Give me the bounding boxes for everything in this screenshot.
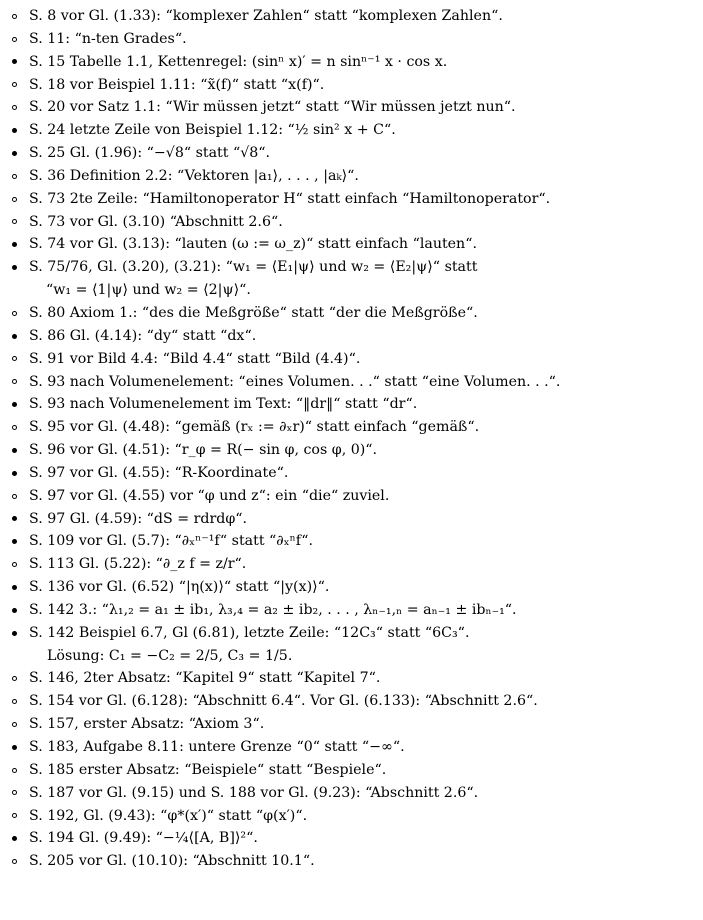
hollow-bullet-icon [12, 37, 17, 42]
errata-entry-31 [0, 736, 703, 759]
hollow-bullet-icon [12, 82, 17, 87]
entry-text: S. 142 3.: “λ₁,₂ = a₁ ± ib₁, λ₃,₄ = a₂ ± ib₂, . . . , λₙ₋₁,ₙ = aₙ₋₁ ± ibₙ₋₁“. [29, 601, 517, 618]
entry-text: S. 95 vor Gl. (4.48): “gemäß (rₓ := ∂ₓr)“ statt einfach “gemäß“. [29, 419, 480, 436]
hollow-bullet-icon [12, 676, 17, 681]
entry-text: S. 15 Tabelle 1.1, Kettenregel: (sinⁿ x)′ = n sinⁿ⁻¹ x · cos x. [29, 53, 448, 70]
errata-entry-4 [0, 74, 703, 97]
hollow-bullet-icon [12, 562, 17, 567]
errata-entry-28 [0, 667, 703, 690]
entry-text: S. 142 Beispiel 6.7, Gl (6.81), letzte Zeile: “12C₃“ statt “6C₃“. [29, 624, 470, 641]
errata-entry-27 [0, 622, 703, 668]
entry-text: S. 146, 2ter Absatz: “Kapitel 9“ statt “Kapitel 7“. [29, 670, 381, 687]
errata-entry-15 [0, 348, 703, 371]
errata-entry-14 [0, 325, 703, 348]
hollow-bullet-icon [12, 813, 17, 818]
entry-text: S. 154 vor Gl. (6.128): “Abschnitt 6.4“. Vor Gl. (6.133): “Abschnitt 2.6“. [29, 693, 538, 710]
errata-entry-9 [0, 188, 703, 211]
entry-text: S. 205 vor Gl. (10.10): “Abschnitt 10.1“. [29, 853, 315, 870]
entry-text: S. 91 vor Bild 4.4: “Bild 4.4“ statt “Bild (4.4)“. [29, 350, 361, 367]
filled-bullet-icon [12, 471, 17, 476]
errata-entry-30 [0, 713, 703, 736]
errata-entry-2 [0, 28, 703, 51]
hollow-bullet-icon [12, 105, 17, 110]
errata-entry-17 [0, 393, 703, 416]
hollow-bullet-icon [12, 699, 17, 704]
errata-entry-26 [0, 599, 703, 622]
filled-bullet-icon [12, 151, 17, 156]
errata-entry-18 [0, 416, 703, 439]
entry-text: S. 36 Definition 2.2: “Vektoren |a₁⟩, . . . , |aₖ⟩“. [29, 167, 359, 184]
filled-bullet-icon [12, 242, 17, 247]
errata-entry-16 [0, 371, 703, 394]
entry-text: S. 86 Gl. (4.14): “dy“ statt “dx“. [29, 327, 257, 344]
entry-text: S. 194 Gl. (9.49): “−¼⟨[A, B]⟩²“. [29, 830, 258, 847]
errata-entry-11 [0, 233, 703, 256]
errata-entry-21 [0, 485, 703, 508]
filled-bullet-icon [12, 608, 17, 613]
errata-entry-12 [0, 256, 703, 302]
errata-entry-29 [0, 690, 703, 713]
hollow-bullet-icon [12, 722, 17, 727]
errata-entry-19 [0, 439, 703, 462]
entry-text: S. 75/76, Gl. (3.20), (3.21): “w₁ = ⟨E₁|ψ⟩ und w₂ = ⟨E₂|ψ⟩“ statt [29, 259, 478, 276]
hollow-bullet-icon [12, 768, 17, 773]
hollow-bullet-icon [12, 219, 17, 224]
errata-entry-1 [0, 5, 703, 28]
entry-text: S. 24 letzte Zeile von Beispiel 1.12: “½ sin² x + C“. [29, 122, 396, 139]
entry-text: S. 18 vor Beispiel 1.11: “x̃(f)“ statt “x(f)“. [29, 76, 325, 93]
entry-text: S. 73 2te Zeile: “Hamiltonoperator H“ statt einfach “Hamiltonoperator“. [29, 190, 551, 207]
hollow-bullet-icon [12, 197, 17, 202]
entry-text-continuation: “w₁ = ⟨1|ψ⟩ und w₂ = ⟨2|ψ⟩“. [46, 282, 251, 299]
entry-text: S. 185 erster Absatz: “Beispiele“ statt “Bespiele“. [29, 761, 387, 778]
entry-text: S. 8 vor Gl. (1.33): “komplexer Zahlen“ statt “komplexen Zahlen“. [29, 8, 503, 24]
entry-text: S. 183, Aufgabe 8.11: untere Grenze “0“ statt “−∞“. [29, 739, 405, 755]
errata-entry-36 [0, 850, 703, 873]
entry-text: S. 73 vor Gl. (3.10) “Abschnitt 2.6“. [29, 213, 283, 230]
errata-entry-35 [0, 827, 703, 850]
hollow-bullet-icon [12, 425, 17, 430]
errata-entry-10 [0, 211, 703, 234]
entry-text: S. 11: “n-ten Grades“. [29, 30, 187, 47]
filled-bullet-icon [12, 265, 17, 270]
hollow-bullet-icon [12, 356, 17, 361]
errata-entry-20 [0, 462, 703, 485]
entry-text: S. 93 nach Volumenelement im Text: “‖dr‖“ statt “dr“. [29, 396, 418, 413]
entry-text: S. 192, Gl. (9.43): “φ*(x′)“ statt “φ(x′)“. [29, 807, 308, 824]
errata-entry-6 [0, 119, 703, 142]
hollow-bullet-icon [12, 311, 17, 316]
hollow-bullet-icon [12, 859, 17, 864]
hollow-bullet-icon [12, 174, 17, 179]
filled-bullet-icon [12, 334, 17, 339]
filled-bullet-icon [12, 59, 17, 64]
entry-text: S. 97 vor Gl. (4.55) vor “φ und z“: ein “die“ zuviel. [29, 487, 390, 504]
errata-entry-25 [0, 576, 703, 599]
entry-text: S. 187 vor Gl. (9.15) und S. 188 vor Gl. (9.23): “Abschnitt 2.6“. [29, 784, 479, 801]
entry-text: S. 20 vor Satz 1.1: “Wir müssen jetzt“ statt “Wir müssen jetzt nun“. [29, 99, 516, 116]
filled-bullet-icon [12, 585, 17, 590]
entry-text: S. 97 vor Gl. (4.55): “R-Koordinate“. [29, 464, 289, 481]
hollow-bullet-icon [12, 494, 17, 499]
filled-bullet-icon [12, 448, 17, 453]
errata-entry-24 [0, 553, 703, 576]
entry-text: S. 113 Gl. (5.22): “∂_z f = z/r“. [29, 556, 247, 573]
filled-bullet-icon [12, 836, 17, 841]
entry-text: S. 157, erster Absatz: “Axiom 3“. [29, 716, 265, 733]
errata-entry-34 [0, 805, 703, 828]
entry-text: S. 80 Axiom 1.: “des die Meßgröße“ statt “der die Meßgröße“. [29, 304, 478, 321]
errata-entry-23 [0, 530, 703, 553]
errata-entry-3 [0, 51, 703, 74]
filled-bullet-icon [12, 631, 17, 636]
entry-text: S. 136 vor Gl. (6.52) “|η(x)⟩“ statt “|y(x)⟩“. [29, 579, 330, 596]
errata-entry-7 [0, 142, 703, 165]
errata-entry-32 [0, 759, 703, 782]
filled-bullet-icon [12, 128, 17, 133]
entry-text: S. 25 Gl. (1.96): “−√8“ statt “√8“. [29, 145, 271, 162]
entry-text: S. 97 Gl. (4.59): “dS = rdrdφ“. [29, 510, 248, 527]
filled-bullet-icon [12, 539, 17, 544]
errata-entry-13 [0, 302, 703, 325]
errata-entry-8 [0, 165, 703, 188]
hollow-bullet-icon [12, 14, 17, 19]
filled-bullet-icon [12, 516, 17, 521]
entry-text: S. 93 nach Volumenelement: “eines Volumen. . .“ statt “eine Volumen. . .“. [29, 373, 561, 390]
errata-entry-5 [0, 96, 703, 119]
hollow-bullet-icon [12, 790, 17, 795]
filled-bullet-icon [12, 402, 17, 407]
entry-text-continuation: Lösung: C₁ = −C₂ = 2/5, C₃ = 1/5. [47, 647, 293, 664]
errata-entry-33 [0, 782, 703, 805]
errata-entry-22 [0, 508, 703, 531]
entry-text: S. 109 vor Gl. (5.7): “∂ₓⁿ⁻¹f“ statt “∂ₓⁿf“. [29, 533, 314, 550]
entry-text: S. 96 vor Gl. (4.51): “r_φ = R(− sin φ, cos φ, 0)“. [29, 442, 378, 459]
entry-text: S. 74 vor Gl. (3.13): “lauten (ω := ω_z)“ statt einfach “lauten“. [29, 236, 477, 253]
filled-bullet-icon [12, 745, 17, 750]
hollow-bullet-icon [12, 379, 17, 384]
